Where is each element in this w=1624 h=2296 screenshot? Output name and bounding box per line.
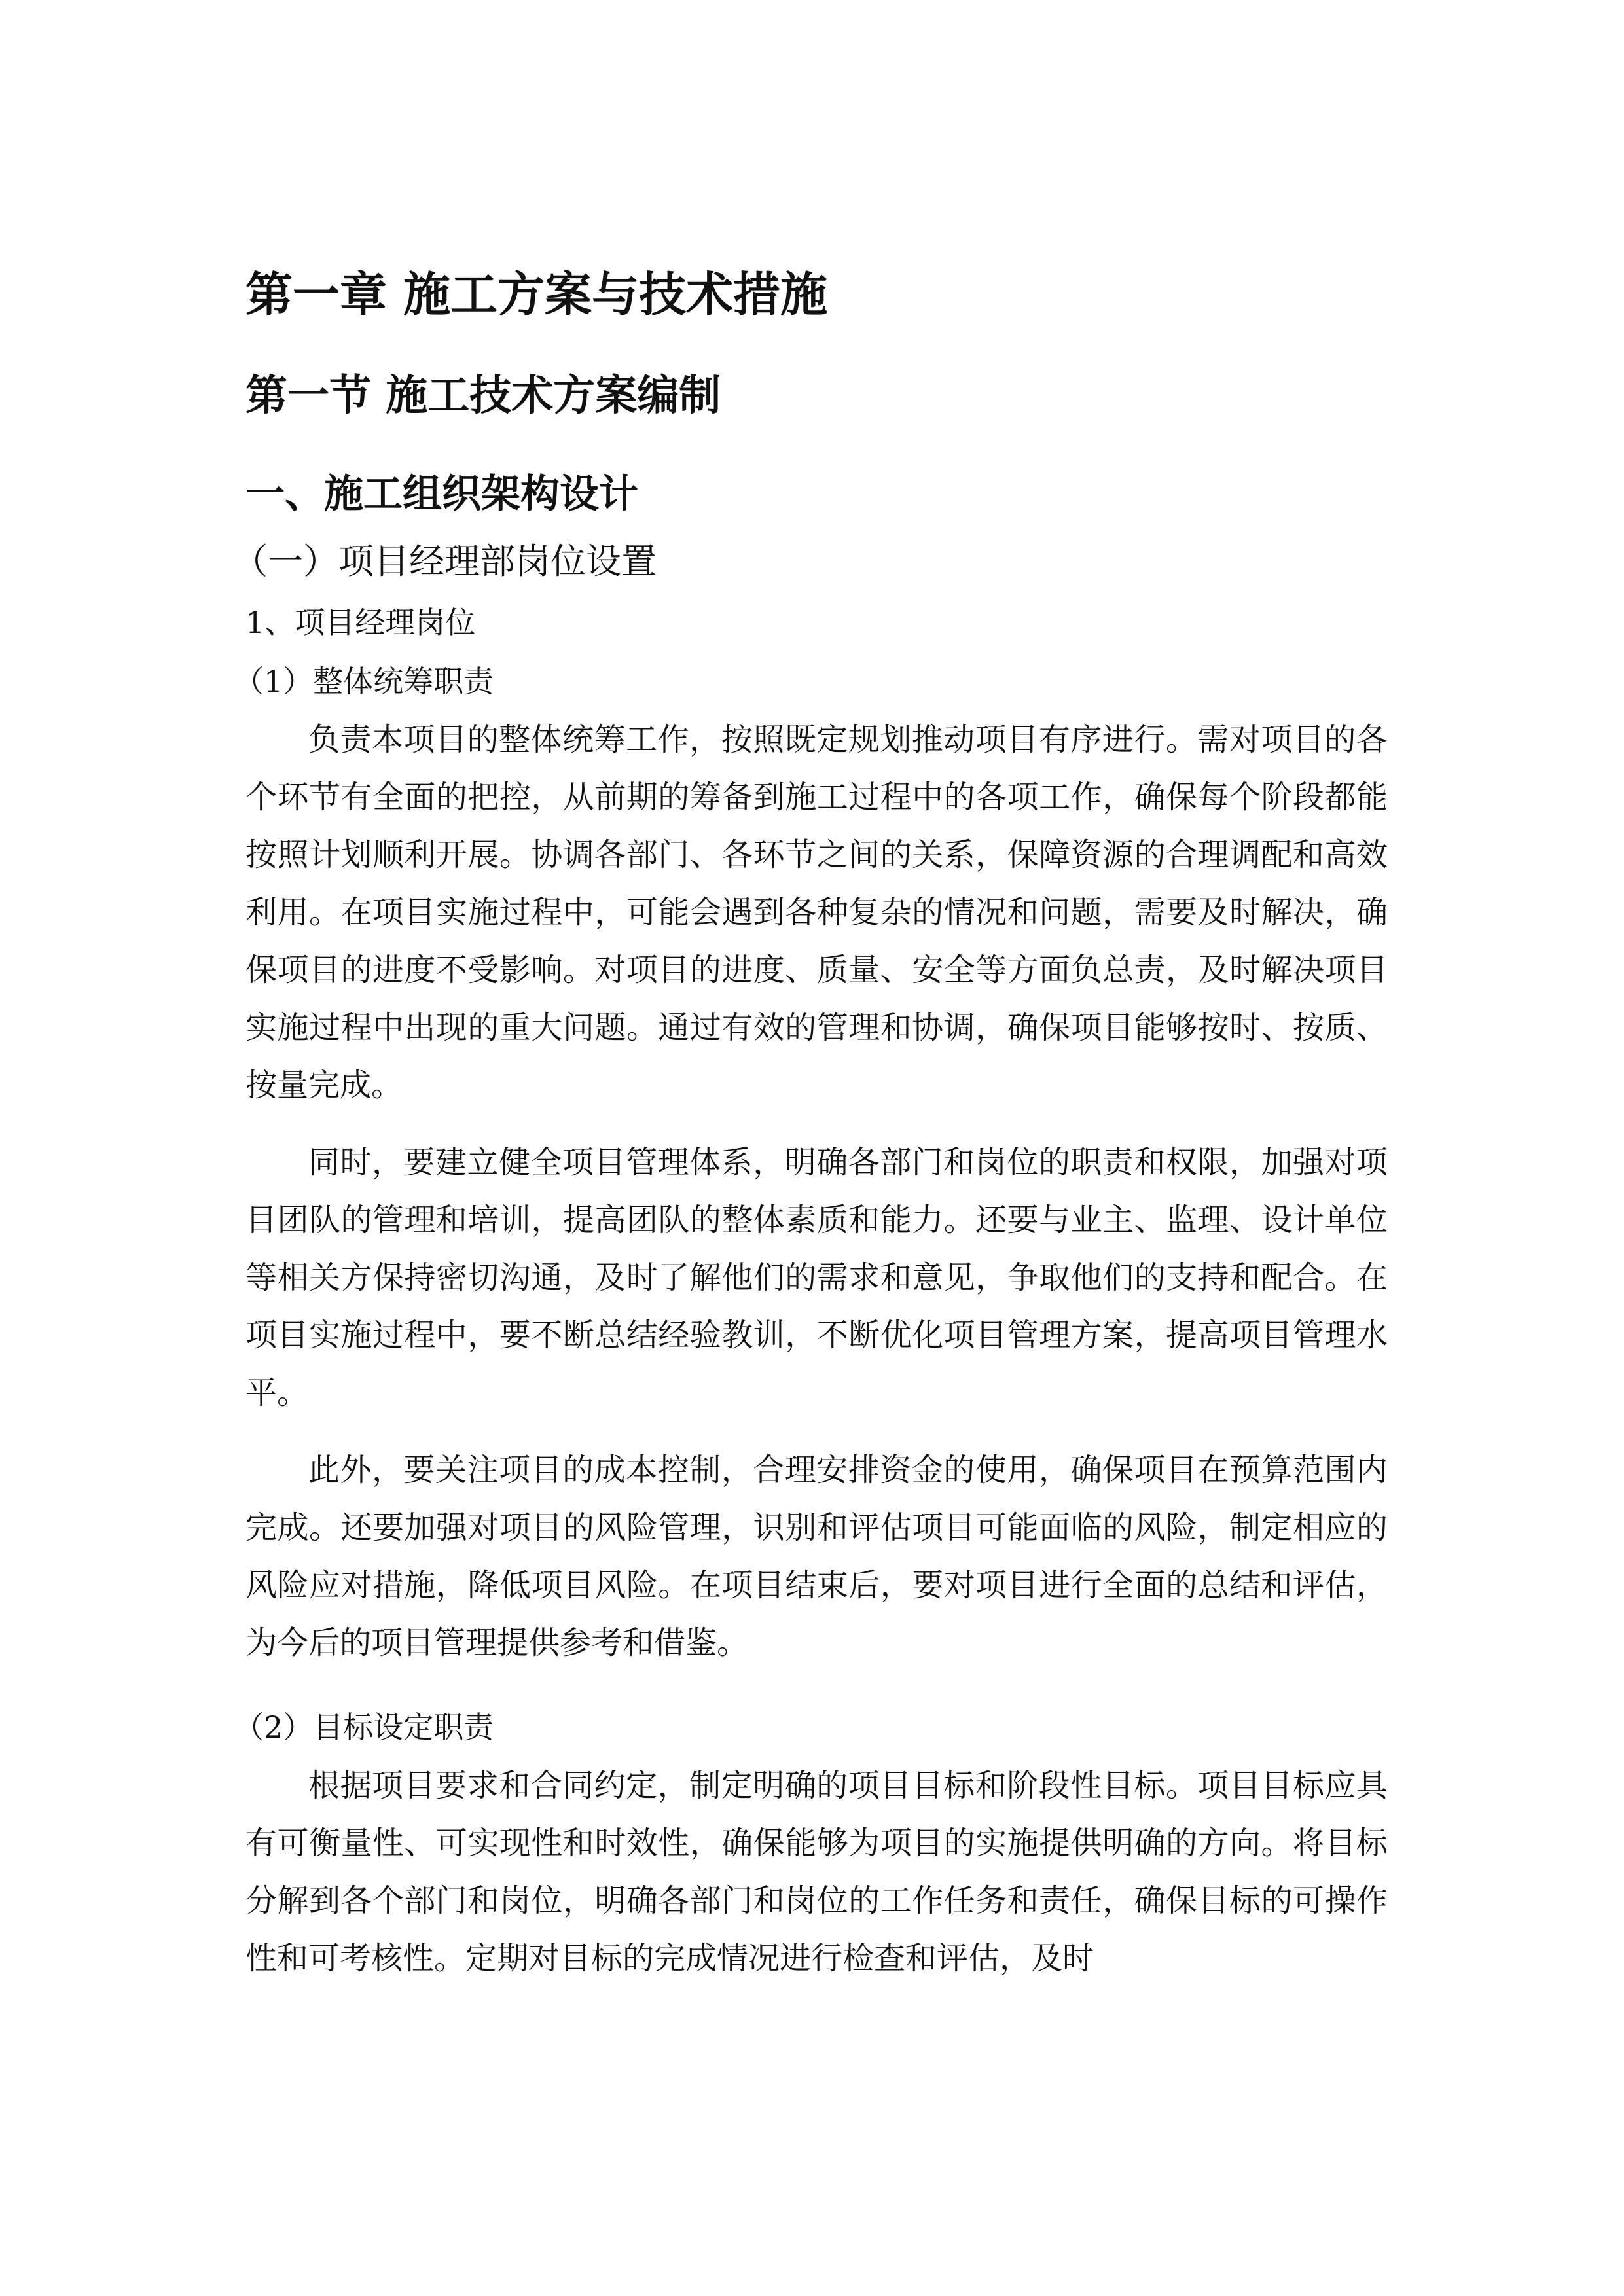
- subsection-title: 一、施工组织架构设计: [245, 471, 638, 517]
- body-paragraph: 根据项目要求和合同约定，制定明确的项目目标和阶段性目标。项目目标应具有可衡量性、可实现性和时效性，确保能够为项目的实施提供明确的方向。将目标分解到各个部门和岗位，明确各部门和岗位的工作任务和责任，确保目标的可操作性和可考核性。定期对目标的完成情况进行检查和评估，及时: [245, 1767, 1388, 1977]
- document-page: [232, 262, 1388, 2007]
- subitem-title: （2）目标设定职责: [234, 1710, 494, 1745]
- body-paragraph: 负责本项目的整体统筹工作，按照既定规划推动项目有序进行。需对项目的各个环节有全面的把控，从前期的筹备到施工过程中的各项工作，确保每个阶段都能按照计划顺利开展。协调各部门、各环节之间的关系，保障资源的合理调配和高效利用。在项目实施过程中，可能会遇到各种复杂的情况和问题，需要及时解决，确保项目的进度不受影响。对项目的进度、质量、安全等方面负总责，及时解决项目实施过程中出现的重大问题。通过有效的管理和协调，确保项目能够按时、按质、按量完成。: [245, 721, 1388, 1103]
- body-paragraph: 同时，要建立健全项目管理体系，明确各部门和岗位的职责和权限，加强对项目团队的管理和培训，提高团队的整体素质和能力。还要与业主、监理、设计单位等相关方保持密切沟通，及时了解他们的需求和意见，争取他们的支持和配合。在项目实施过程中，要不断总结经验教训，不断优化项目管理方案，提高项目管理水平。: [245, 1144, 1388, 1411]
- subitem-title: （1）整体统筹职责: [234, 664, 494, 699]
- body-paragraph: 此外，要关注项目的成本控制，合理安排资金的使用，确保项目在预算范围内完成。还要加强对项目的风险管理，识别和评估项目可能面临的风险，制定相应的风险应对措施，降低项目风险。在项目结束后，要对项目进行全面的总结和评估，为今后的项目管理提供参考和借鉴。: [245, 1452, 1388, 1661]
- part-title: （一）项目经理部岗位设置: [232, 541, 657, 582]
- item-title: 1、项目经理岗位: [245, 605, 476, 640]
- chapter-title: 第一章 施工方案与技术措施: [245, 267, 828, 322]
- section-title: 第一节 施工技术方案编制: [245, 372, 721, 420]
